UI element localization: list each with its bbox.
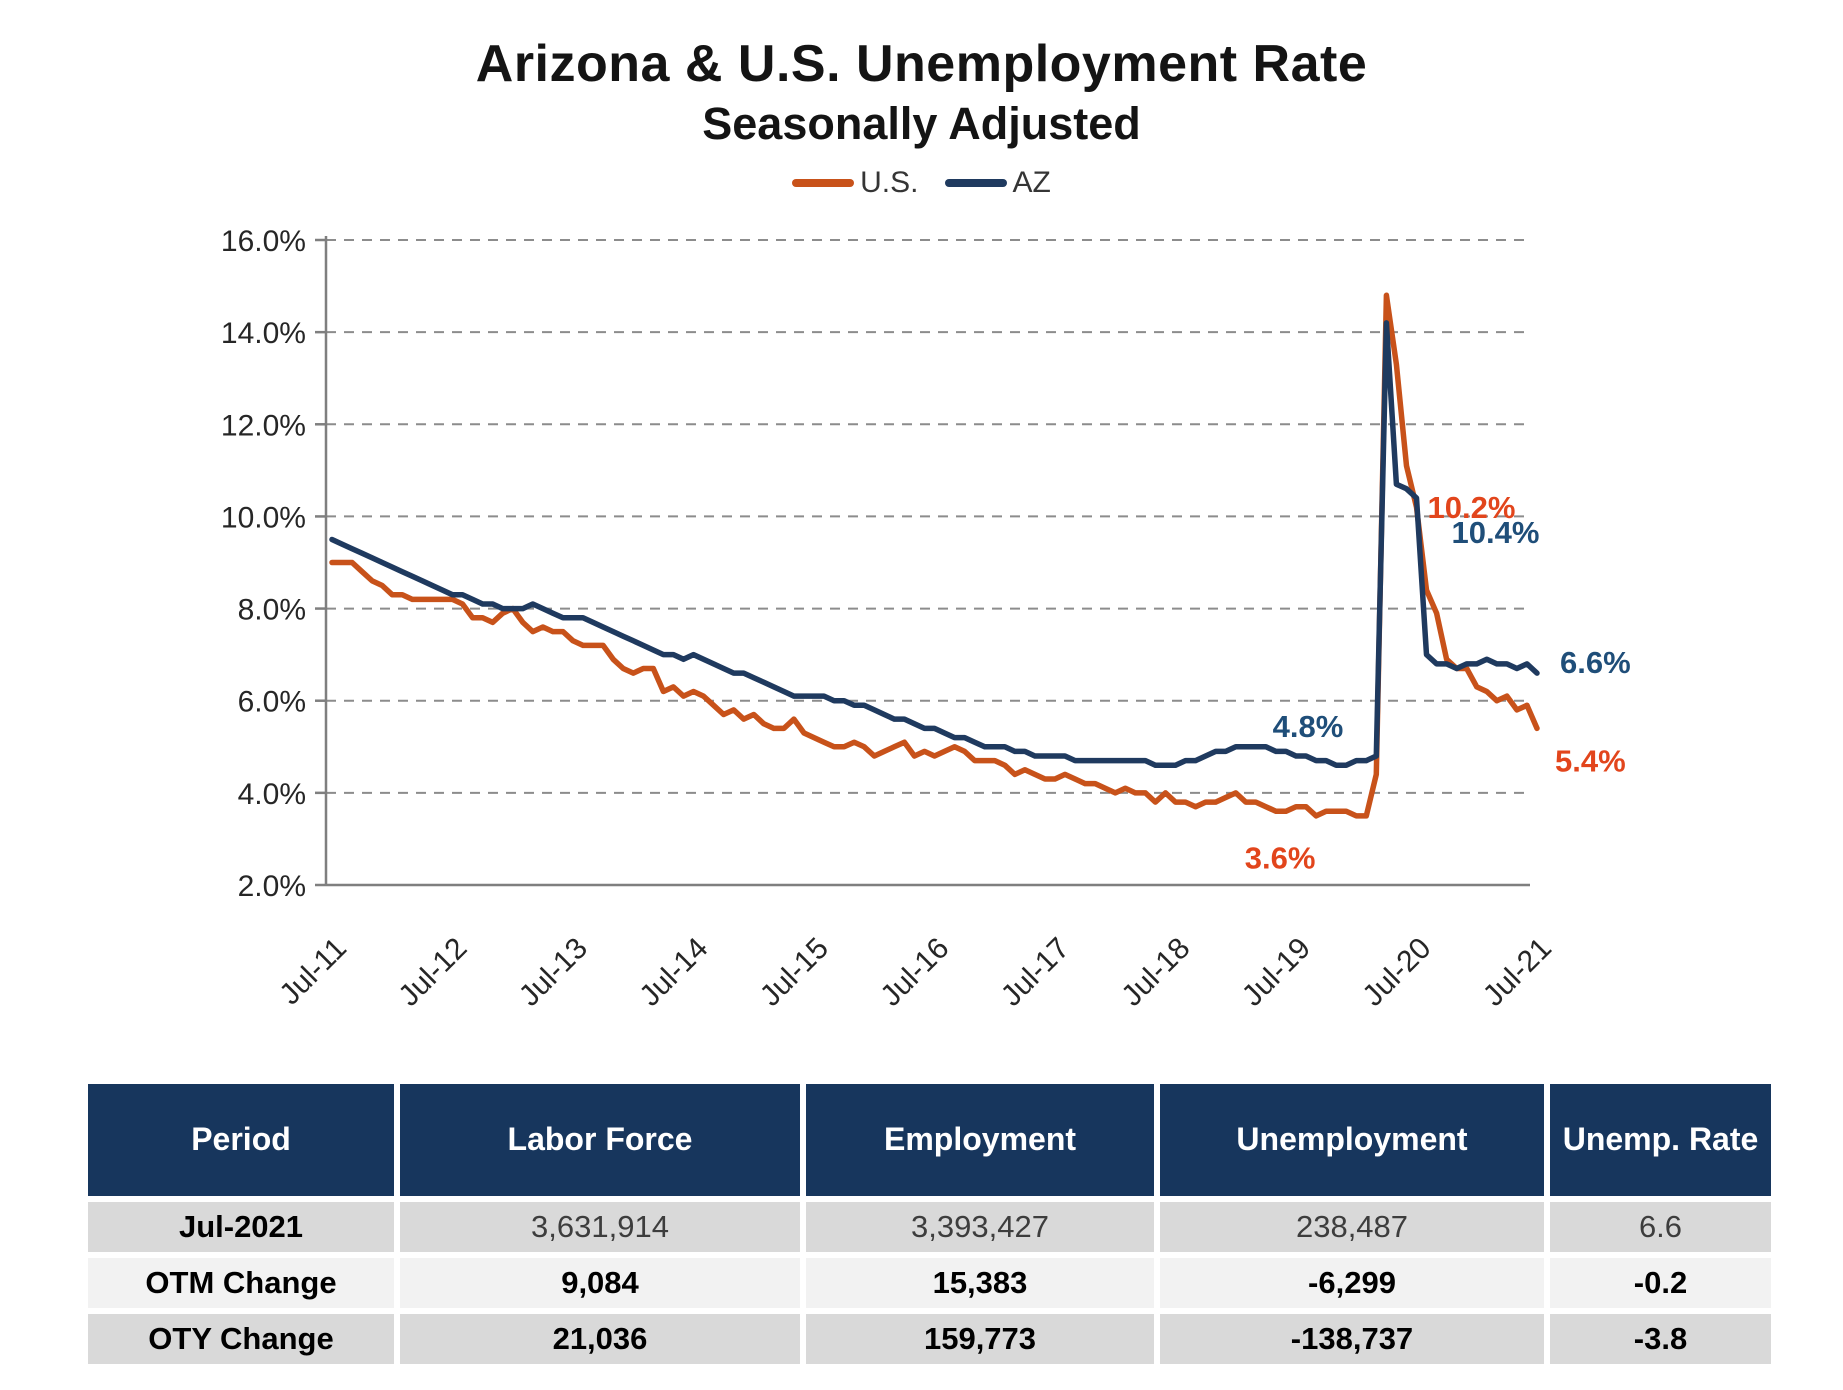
x-axis-label: Jul-19 <box>1235 931 1317 1013</box>
table-row <box>88 1202 1771 1252</box>
table-row <box>88 1258 1771 1308</box>
table-cell: 159,773 <box>806 1314 1154 1364</box>
table-cell: 21,036 <box>400 1314 800 1364</box>
row-label: OTM Change <box>88 1258 394 1308</box>
annotation-az-prespike: 4.8% <box>1272 709 1344 744</box>
x-axis-label: Jul-13 <box>512 931 594 1013</box>
x-axis-label: Jul-21 <box>1476 931 1558 1013</box>
annotation-az-jul20: 10.4% <box>1451 515 1540 550</box>
y-axis-label: 4.0% <box>237 777 306 811</box>
column-header-unemp-rate: Unemp. Rate <box>1550 1084 1771 1196</box>
legend-label: AZ <box>1012 166 1051 199</box>
table-cell: -6,299 <box>1160 1258 1544 1308</box>
x-axis-label: Jul-18 <box>1115 931 1197 1013</box>
table-row <box>88 1314 1771 1364</box>
annotation-us-low: 3.6% <box>1244 840 1316 876</box>
row-label: Jul-2021 <box>88 1202 394 1252</box>
chart-subtitle: Seasonally Adjusted <box>702 98 1141 149</box>
table-cell: 238,487 <box>1160 1202 1544 1252</box>
x-axis-label: Jul-15 <box>753 931 835 1013</box>
table-cell: -3.8 <box>1550 1314 1771 1364</box>
y-axis-label: 12.0% <box>220 409 306 443</box>
y-axis-label: 2.0% <box>237 870 306 903</box>
row-label: OTY Change <box>88 1314 394 1364</box>
table-cell: -138,737 <box>1160 1314 1544 1364</box>
table-cell: 3,393,427 <box>806 1202 1154 1252</box>
column-header-employment: Employment <box>806 1084 1154 1196</box>
series-line-az <box>332 323 1537 765</box>
column-header-unemployment: Unemployment <box>1160 1084 1544 1196</box>
column-header-labor-force: Labor Force <box>400 1084 800 1196</box>
table-cell: -0.2 <box>1550 1258 1771 1308</box>
column-header-period: Period <box>88 1084 394 1196</box>
x-axis-label: Jul-12 <box>392 931 474 1013</box>
y-axis-label: 8.0% <box>237 593 306 627</box>
annotation-us-end: 5.4% <box>1555 743 1626 779</box>
x-axis-label: Jul-20 <box>1356 931 1438 1013</box>
y-axis-label: 6.0% <box>237 685 306 719</box>
table-cell: 15,383 <box>806 1258 1154 1308</box>
y-axis-label: 16.0% <box>220 225 306 258</box>
table-cell: 3,631,914 <box>400 1202 800 1252</box>
table-cell: 9,084 <box>400 1258 800 1308</box>
y-axis-label: 14.0% <box>220 317 306 351</box>
x-axis-label: Jul-14 <box>633 931 715 1013</box>
legend-label: U.S. <box>860 166 919 199</box>
series-line-us <box>332 295 1537 816</box>
x-axis-label: Jul-17 <box>994 931 1076 1013</box>
annotation-az-end: 6.6% <box>1560 645 1631 681</box>
x-axis-label: Jul-16 <box>874 931 956 1013</box>
x-axis-label: Jul-11 <box>273 931 353 1012</box>
labor-statistics-table <box>82 1078 1777 1370</box>
chart-title: Arizona & U.S. Unemployment Rate <box>475 35 1368 93</box>
annotation-us-jul20: 10.2% <box>1427 490 1516 526</box>
y-axis-label: 10.0% <box>220 501 306 535</box>
table-cell: 6.6 <box>1550 1202 1771 1252</box>
